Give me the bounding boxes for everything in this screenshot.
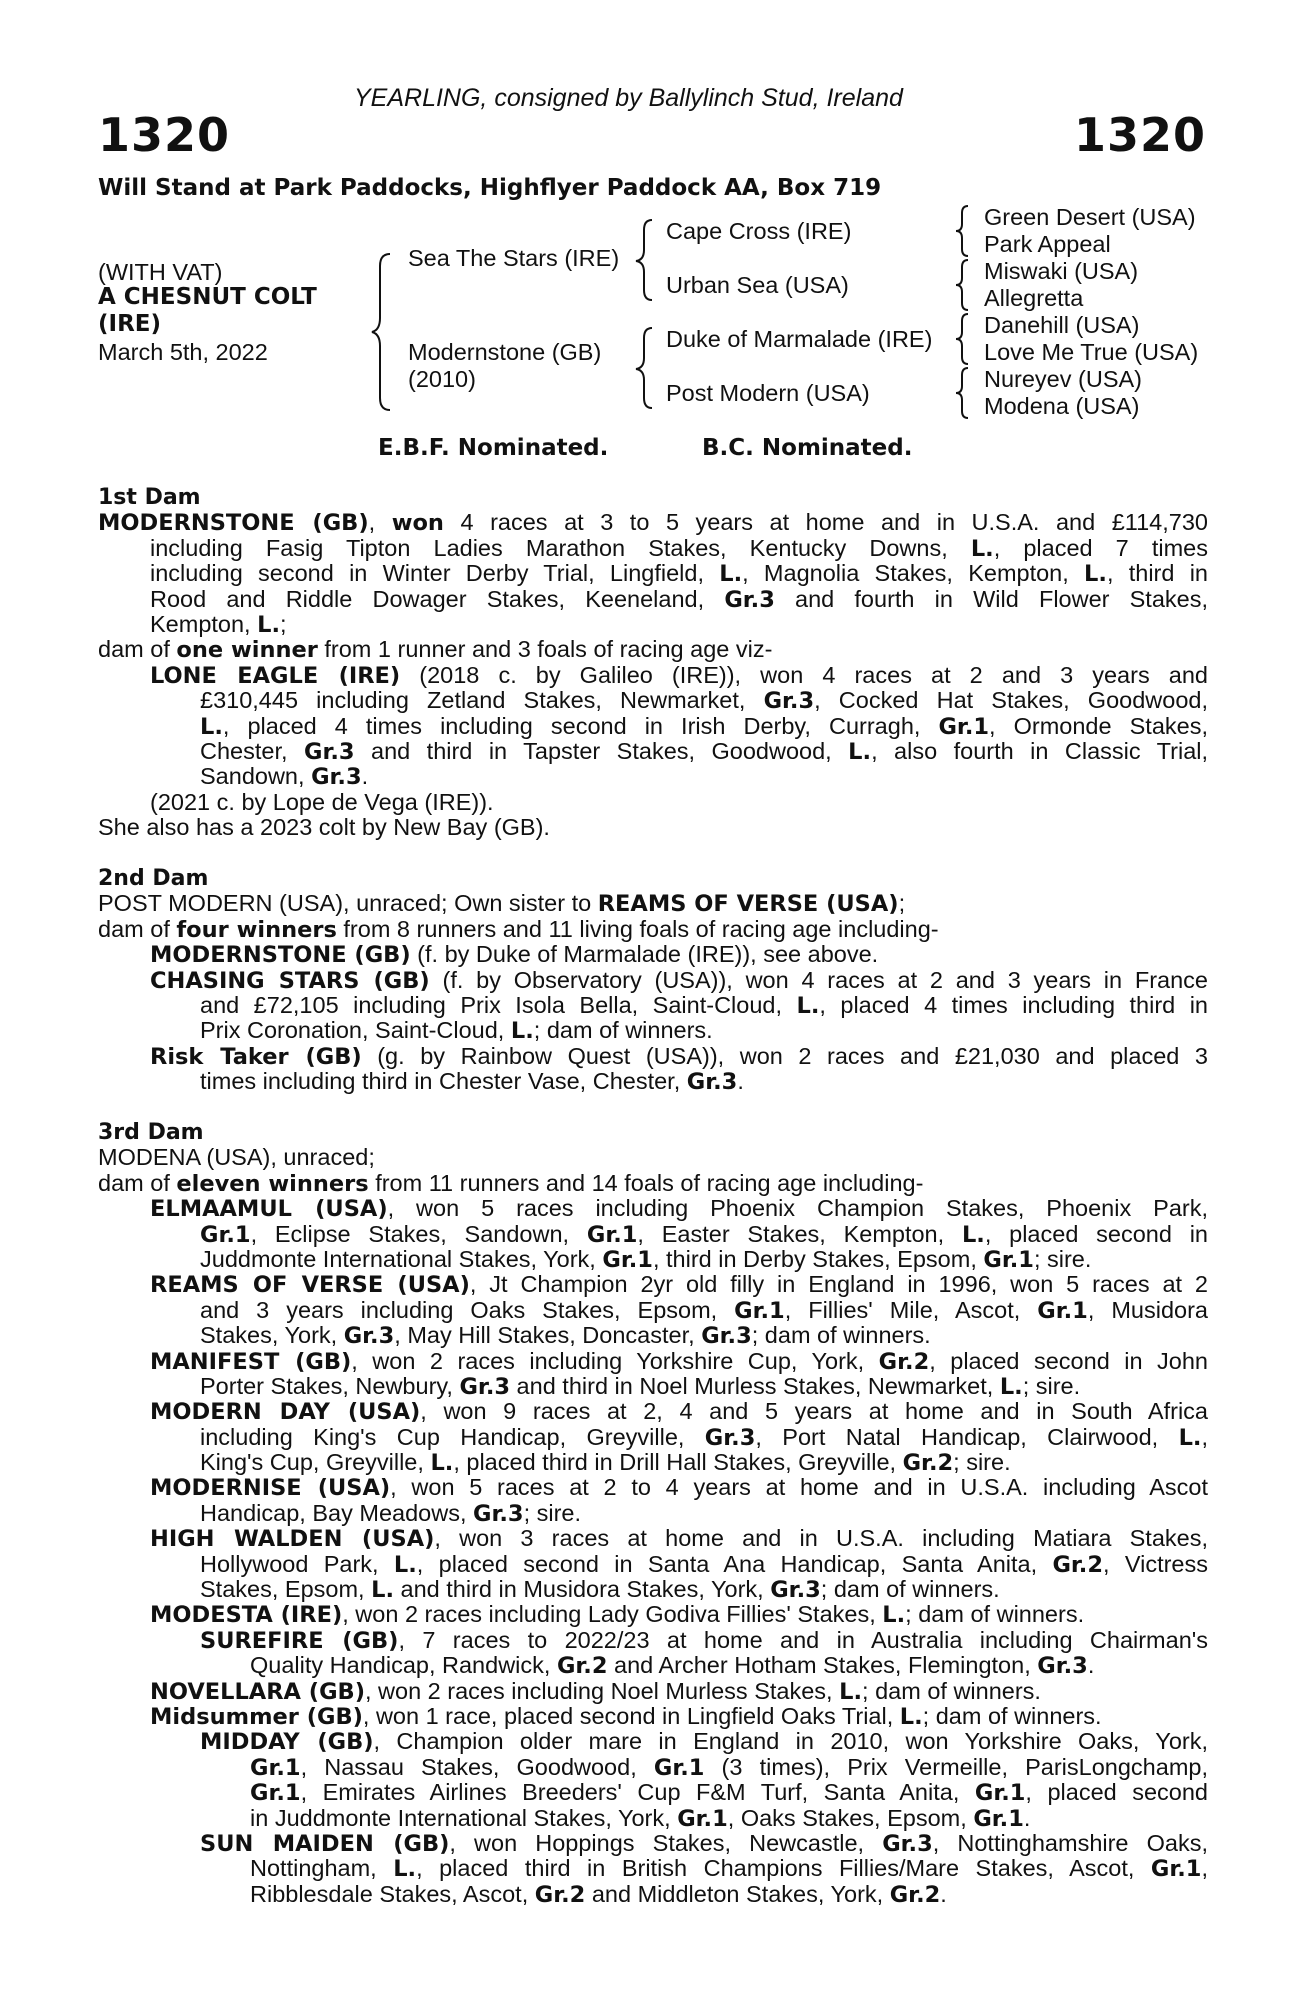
text: , xyxy=(1201,1856,1208,1882)
bold-text: Gr.3 xyxy=(459,1373,511,1400)
bold-text: MODERN DAY (USA) xyxy=(150,1399,421,1425)
text-line xyxy=(98,968,1208,993)
text-line xyxy=(98,1501,1208,1526)
text: times including third in Chester Vase, Chester, xyxy=(200,1068,687,1095)
pedigree-sire-sire: Cape Cross (IRE) xyxy=(666,218,852,244)
bold-text: L. xyxy=(719,561,743,587)
bold-text: L. xyxy=(393,1856,417,1882)
horse-origin: (IRE) xyxy=(98,311,162,337)
text: . xyxy=(1087,1652,1095,1679)
text: , won 2 races including Lady Godiva Fillies' Stakes, xyxy=(342,1601,883,1628)
text: , also fourth in Classic Trial, xyxy=(871,738,1208,764)
text: , May Hill Stakes, Doncaster, xyxy=(394,1322,702,1349)
text-line xyxy=(98,1196,1208,1221)
pedigree-ddd: Modena (USA) xyxy=(984,393,1140,419)
text: ; sire. xyxy=(1022,1372,1081,1399)
text: from 11 runners and 14 foals of racing age including- xyxy=(368,1169,924,1196)
bold-text: Gr.3 xyxy=(303,738,355,765)
text: MODENA (USA), unraced; xyxy=(98,1144,375,1171)
text: ; sire. xyxy=(523,1499,582,1526)
text: ; sire. xyxy=(953,1449,1011,1476)
lot-number-right: 1320 xyxy=(1073,108,1206,162)
text: , xyxy=(368,510,392,536)
text: . xyxy=(1023,1804,1031,1831)
pedigree-sire: Sea The Stars (IRE) xyxy=(408,245,620,271)
text: Juddmonte International Stakes, York, xyxy=(200,1245,603,1272)
text-line xyxy=(98,1552,1208,1577)
text: in Juddmonte International Stakes, York, xyxy=(250,1804,678,1831)
bold-text: MODERNISE (USA) xyxy=(150,1475,391,1501)
bold-text: MANIFEST (GB) xyxy=(150,1348,352,1374)
bold-text: Midsummer (GB) xyxy=(150,1703,363,1730)
text: ; dam of winners. xyxy=(820,1576,1000,1603)
bold-text: Gr.1 xyxy=(602,1246,653,1273)
text: and Archer Hotham Stakes, Flemington, xyxy=(607,1652,1038,1679)
text: and Middleton Stakes, York, xyxy=(585,1880,890,1907)
bold-text: L. xyxy=(430,1450,454,1477)
bold-text: L. xyxy=(839,1678,863,1705)
text-line xyxy=(98,1018,1208,1043)
pedigree-brace-dd xyxy=(952,366,974,420)
text: , placed 4 times including third in xyxy=(819,992,1208,1018)
second-dam-section xyxy=(98,866,1208,1095)
bold-text: Gr.3 xyxy=(770,1577,821,1604)
bold-text: Gr.3 xyxy=(882,1830,933,1857)
text: from 8 runners and 11 living foals of racing age including- xyxy=(336,915,939,942)
text: , won 9 races at 2, 4 and 5 years at home and in South Africa xyxy=(420,1399,1208,1425)
text-line xyxy=(98,1475,1208,1500)
bold-text: Gr.2 xyxy=(556,1653,608,1680)
text-line xyxy=(98,764,1208,789)
text-line xyxy=(98,993,1208,1018)
text-line xyxy=(98,1323,1208,1348)
text: ; dam of winners. xyxy=(751,1322,931,1349)
pedigree-brace-sd xyxy=(952,258,974,312)
bold-text: L. xyxy=(1084,561,1107,587)
pedigree-dam-sire: Duke of Marmalade (IRE) xyxy=(666,326,933,352)
text-line xyxy=(98,1831,1208,1856)
text-line xyxy=(98,612,1208,637)
text: , won 2 races including Yorkshire Cup, York, xyxy=(351,1348,879,1374)
text: , Easter Stakes, Kempton, xyxy=(637,1221,962,1247)
bold-text: REAMS OF VERSE (USA) xyxy=(150,1272,470,1298)
pedigree-brace-sire xyxy=(632,218,658,302)
bold-text: MODESTA (IRE) xyxy=(150,1602,343,1629)
text: , Magnolia Stakes, Kempton, xyxy=(742,561,1085,587)
bold-text: L. xyxy=(848,738,872,765)
section-title: 1st Dam xyxy=(98,485,201,510)
text-line xyxy=(98,1577,1208,1602)
text: , Nottinghamshire Oaks, xyxy=(932,1830,1208,1856)
text: , placed second in John xyxy=(929,1348,1208,1374)
bold-text: Gr.1 xyxy=(250,1754,301,1781)
ebf-nomination: E.B.F. Nominated. xyxy=(378,435,609,461)
text-line xyxy=(98,587,1208,612)
text: and third in Noel Murless Stakes, Newmarket, xyxy=(510,1372,1000,1399)
text-line xyxy=(98,714,1208,739)
text: , third in Derby Stakes, Epsom, xyxy=(652,1245,984,1272)
bold-text: REAMS OF VERSE (USA) xyxy=(597,891,899,918)
text: , Ormonde Stakes, xyxy=(989,713,1208,739)
pedigree-sds: Miswaki (USA) xyxy=(984,258,1139,284)
section-title: 3rd Dam xyxy=(98,1120,204,1145)
text-line xyxy=(98,942,1208,967)
text: £310,445 including Zetland Stakes, Newmarket, xyxy=(200,688,764,714)
bold-text: L. xyxy=(393,1551,417,1578)
bold-text: Gr.3 xyxy=(704,1424,756,1451)
text-line xyxy=(98,1247,1208,1272)
text: Porter Stakes, Newbury, xyxy=(200,1372,460,1399)
text: , won 5 races including Phoenix Champion Stakes, Phoenix Park, xyxy=(387,1196,1208,1222)
bold-text: L. xyxy=(200,713,223,739)
text: , won Hoppings Stakes, Newcastle, xyxy=(449,1830,883,1856)
text: and £72,105 including Prix Isola Bella, Saint-Cloud, xyxy=(200,992,797,1018)
bold-text: Gr.2 xyxy=(902,1450,954,1477)
text: . xyxy=(737,1068,744,1095)
bold-text: four winners xyxy=(176,916,337,943)
text-line xyxy=(98,1628,1208,1653)
text-line xyxy=(98,815,1208,840)
text: Rood and Riddle Dowager Stakes, Keeneland, xyxy=(150,586,725,612)
bold-text: Gr.1 xyxy=(586,1221,638,1247)
text-line xyxy=(98,1044,1208,1069)
bold-text: L. xyxy=(999,1373,1023,1400)
bold-text: Gr.1 xyxy=(200,1221,251,1247)
bold-text: MODERNSTONE (GB) xyxy=(150,942,411,969)
bold-text: one winner xyxy=(176,637,318,664)
text: , Victress xyxy=(1103,1551,1208,1577)
text: dam of xyxy=(98,1169,177,1196)
text: , Fillies' Mile, Ascot, xyxy=(784,1297,1038,1323)
text: Hollywood Park, xyxy=(200,1551,394,1577)
section-title: 2nd Dam xyxy=(98,866,209,891)
bold-text: Gr.3 xyxy=(311,764,362,791)
text-line xyxy=(98,891,1208,916)
text-line xyxy=(98,1704,1208,1729)
text-line xyxy=(98,917,1208,942)
vat-note: (WITH VAT) xyxy=(98,259,223,285)
text-line xyxy=(98,1856,1208,1881)
text-line xyxy=(98,1755,1208,1780)
bold-text: Gr.3 xyxy=(701,1323,752,1350)
text-line xyxy=(98,1806,1208,1831)
text-line xyxy=(98,1349,1208,1374)
bold-text: Gr.3 xyxy=(686,1069,738,1096)
text-line xyxy=(98,561,1208,586)
text: , won 2 races including Noel Murless Stakes, xyxy=(364,1677,840,1704)
text: , Nassau Stakes, Goodwood, xyxy=(300,1754,654,1780)
text: (2018 c. by Galileo (IRE)), won 4 races at 2 and 3 years and xyxy=(400,662,1208,688)
text: Ribblesdale Stakes, Ascot, xyxy=(250,1880,535,1907)
second-dam-body xyxy=(98,891,1208,1094)
bold-text: Gr.1 xyxy=(983,1246,1034,1273)
text-line xyxy=(98,1882,1208,1907)
bold-text: Gr.1 xyxy=(1037,1297,1088,1324)
lot-number-left: 1320 xyxy=(98,108,231,162)
bold-text: L. xyxy=(961,1221,985,1247)
text: Handicap, Bay Meadows, xyxy=(200,1499,474,1526)
bold-text: Gr.1 xyxy=(938,713,990,739)
text: , placed second xyxy=(1025,1780,1208,1806)
text: POST MODERN (USA), unraced; Own sister to xyxy=(98,890,598,917)
bold-text: L. xyxy=(257,611,281,638)
text-line xyxy=(98,637,1208,662)
horse-description: A CHESNUT COLT xyxy=(98,284,317,310)
text: , placed third in Drill Hall Stakes, Greyville, xyxy=(453,1449,903,1476)
text: (g. by Rainbow Quest (USA)), won 2 races and £21,030 and placed 3 xyxy=(361,1043,1208,1069)
text-line xyxy=(98,1653,1208,1678)
text: (2021 c. by Lope de Vega (IRE)). xyxy=(150,788,494,815)
text-line xyxy=(98,1526,1208,1551)
text: King's Cup, Greyville, xyxy=(200,1449,431,1476)
text: , Musidora xyxy=(1087,1297,1208,1323)
text: , Cocked Hat Stakes, Goodwood, xyxy=(814,688,1208,714)
text: 4 races at 3 to 5 years at home and in U.S.A. and £114,730 xyxy=(443,510,1208,536)
text-line xyxy=(98,510,1208,535)
text: She also has a 2023 colt by New Bay (GB). xyxy=(98,814,550,841)
bold-text: Gr.1 xyxy=(973,1805,1024,1832)
text: (f. by Observatory (USA)), won 4 races at 2 and 3 years in France xyxy=(429,967,1208,993)
pedigree-brace-main xyxy=(368,252,398,412)
bold-text: L. xyxy=(970,535,994,562)
text-line xyxy=(98,1069,1208,1094)
text: and third in Tapster Stakes, Goodwood, xyxy=(354,738,849,764)
text: including Fasig Tipton Ladies Marathon Stakes, Kentucky Downs, xyxy=(150,535,971,561)
bold-text: L. xyxy=(882,1602,906,1629)
text: (3 times), Prix Vermeille, ParisLongchamp, xyxy=(704,1754,1208,1780)
text: Stakes, York, xyxy=(200,1322,344,1349)
text: Sandown, xyxy=(200,763,312,790)
pedigree-brace-dam xyxy=(632,326,658,410)
bold-text: Gr.1 xyxy=(734,1297,785,1324)
consignor-line: YEARLING, consigned by Ballylinch Stud, Ireland xyxy=(354,84,903,112)
text: dam of xyxy=(98,915,177,942)
bold-text: Gr.2 xyxy=(1052,1551,1104,1578)
pedigree-dss: Danehill (USA) xyxy=(984,312,1140,338)
text-line xyxy=(98,1679,1208,1704)
text: , won 3 races at home and in U.S.A. including Matiara Stakes, xyxy=(434,1526,1208,1552)
bold-text: ELMAAMUL (USA) xyxy=(150,1196,388,1222)
text: , placed third in British Champions Fillies/Mare Stakes, Ascot, xyxy=(416,1856,1151,1882)
text: ; dam of winners. xyxy=(905,1601,1085,1628)
text-line xyxy=(98,790,1208,815)
text: including second in Winter Derby Trial, Lingfield, xyxy=(150,561,720,587)
text: , placed second in xyxy=(984,1221,1208,1247)
text: and 3 years including Oaks Stakes, Epsom, xyxy=(200,1297,735,1323)
text: ; sire. xyxy=(1033,1245,1092,1272)
text-line xyxy=(98,1780,1208,1805)
bold-text: Gr.1 xyxy=(1150,1856,1202,1882)
text: . xyxy=(940,1880,947,1907)
text: . xyxy=(361,763,369,790)
pedigree-dsd: Love Me True (USA) xyxy=(984,339,1199,365)
text: , Eclipse Stakes, Sandown, xyxy=(250,1221,587,1247)
pedigree-dam-dam: Post Modern (USA) xyxy=(666,380,870,406)
text: , placed 4 times including second in Irish Derby, Curragh, xyxy=(222,713,939,739)
text: , won 1 race, placed second in Lingfield Oaks Trial, xyxy=(362,1702,900,1729)
bold-text: Gr.2 xyxy=(534,1881,586,1908)
bold-text: Gr.1 xyxy=(974,1780,1026,1806)
bold-text: Gr.3 xyxy=(763,688,815,714)
text-line xyxy=(98,688,1208,713)
bold-text: LONE EAGLE (IRE) xyxy=(150,662,401,689)
pedigree-sss: Green Desert (USA) xyxy=(984,204,1196,230)
text: , Champion older mare in England in 2010, won Yorkshire Oaks, York, xyxy=(373,1729,1208,1755)
text: ; dam of winners. xyxy=(922,1702,1102,1729)
third-dam-body xyxy=(98,1145,1208,1907)
text: , 7 races to 2022/23 at home and in Australia including Chairman's xyxy=(398,1627,1208,1653)
text-line xyxy=(98,1602,1208,1627)
text: Nottingham, xyxy=(250,1856,394,1882)
bold-text: NOVELLARA (GB) xyxy=(150,1678,365,1705)
text: ; dam of winners. xyxy=(862,1677,1041,1704)
text-line xyxy=(98,1374,1208,1399)
bold-text: Gr.1 xyxy=(250,1780,301,1806)
text: , Port Natal Handicap, Clairwood, xyxy=(755,1424,1179,1450)
bold-text: Gr.3 xyxy=(473,1500,524,1527)
bold-text: L. xyxy=(1178,1424,1202,1451)
bold-text: Risk Taker (GB) xyxy=(150,1043,362,1070)
text: , placed 7 times xyxy=(993,535,1208,561)
text: and fourth in Wild Flower Stakes, xyxy=(774,586,1208,612)
bold-text: Gr.3 xyxy=(1037,1653,1088,1680)
text-line xyxy=(98,1729,1208,1754)
pedigree-brace-ss xyxy=(952,204,974,258)
text: ; xyxy=(898,890,906,917)
bold-text: won xyxy=(391,510,444,536)
text: (f. by Duke of Marmalade (IRE)), see above. xyxy=(410,941,879,968)
text: , Jt Champion 2yr old filly in England in 1996, won 5 races at 2 xyxy=(469,1272,1208,1298)
pedigree-brace-ds xyxy=(952,312,974,366)
text: Kempton, xyxy=(150,610,258,637)
text: Quality Handicap, Randwick, xyxy=(250,1652,557,1679)
third-dam-section xyxy=(98,1120,1208,1907)
foaling-date: March 5th, 2022 xyxy=(98,339,268,365)
text-line xyxy=(98,1145,1208,1170)
first-dam-body xyxy=(98,510,1208,840)
text: Prix Coronation, Saint-Cloud, xyxy=(200,1017,511,1044)
text: and third in Musidora Stakes, York, xyxy=(394,1576,771,1603)
text-line xyxy=(98,1425,1208,1450)
text-line xyxy=(98,536,1208,561)
text: dam of xyxy=(98,636,177,663)
bc-nomination: B.C. Nominated. xyxy=(702,435,913,461)
bold-text: Gr.2 xyxy=(889,1881,941,1908)
bold-text: L. xyxy=(510,1018,534,1045)
bold-text: Gr.1 xyxy=(677,1805,728,1832)
bold-text: Gr.2 xyxy=(878,1348,930,1374)
bold-text: Gr.1 xyxy=(653,1754,705,1781)
text: , xyxy=(1201,1424,1208,1450)
bold-text: L. xyxy=(371,1577,394,1604)
text: , Emirates Airlines Breeders' Cup F&M Turf, Santa Anita, xyxy=(300,1780,975,1806)
text: , won 5 races at 2 to 4 years at home and in U.S.A. including Ascot xyxy=(390,1475,1208,1501)
pedigree-dds: Nureyev (USA) xyxy=(984,366,1143,392)
pedigree-dam: Modernstone (GB) xyxy=(408,339,602,365)
text-line xyxy=(98,1399,1208,1424)
text-line xyxy=(98,663,1208,688)
pedigree-ssd: Park Appeal xyxy=(984,231,1111,257)
bold-text: Gr.3 xyxy=(343,1323,395,1350)
bold-text: L. xyxy=(796,992,820,1019)
text-line xyxy=(98,1298,1208,1323)
text: Stakes, Epsom, xyxy=(200,1576,372,1603)
bold-text: CHASING STARS (GB) xyxy=(150,967,430,993)
text-line xyxy=(98,1272,1208,1297)
text: , Oaks Stakes, Epsom, xyxy=(727,1804,974,1831)
text: ; xyxy=(280,610,287,637)
bold-text: eleven winners xyxy=(176,1170,369,1197)
pedigree-sire-dam: Urban Sea (USA) xyxy=(666,272,849,298)
text-line xyxy=(98,1222,1208,1247)
text: , third in xyxy=(1106,561,1208,587)
bold-text: Gr.3 xyxy=(724,586,775,612)
pedigree-sdd: Allegretta xyxy=(984,285,1084,311)
text: , placed second in Santa Ana Handicap, Santa Anita, xyxy=(416,1551,1053,1577)
text: Chester, xyxy=(200,738,304,764)
bold-text: SUREFIRE (GB) xyxy=(200,1627,399,1654)
text-line xyxy=(98,1450,1208,1475)
bold-text: MODERNSTONE (GB) xyxy=(98,510,369,536)
text-line xyxy=(98,739,1208,764)
bold-text: SUN MAIDEN (GB) xyxy=(200,1830,450,1857)
bold-text: L. xyxy=(899,1703,923,1730)
text: ; dam of winners. xyxy=(533,1017,713,1044)
text-line xyxy=(98,1171,1208,1196)
stand-location: Will Stand at Park Paddocks, Highflyer Paddock AA, Box 719 xyxy=(98,175,882,201)
text: including King's Cup Handicap, Greyville, xyxy=(200,1424,705,1450)
text: from 1 runner and 3 foals of racing age viz- xyxy=(317,636,773,663)
bold-text: MIDDAY (GB) xyxy=(200,1729,374,1755)
bold-text: HIGH WALDEN (USA) xyxy=(150,1526,435,1552)
first-dam-section xyxy=(98,485,1208,840)
pedigree-dam-year: (2010) xyxy=(408,366,476,392)
